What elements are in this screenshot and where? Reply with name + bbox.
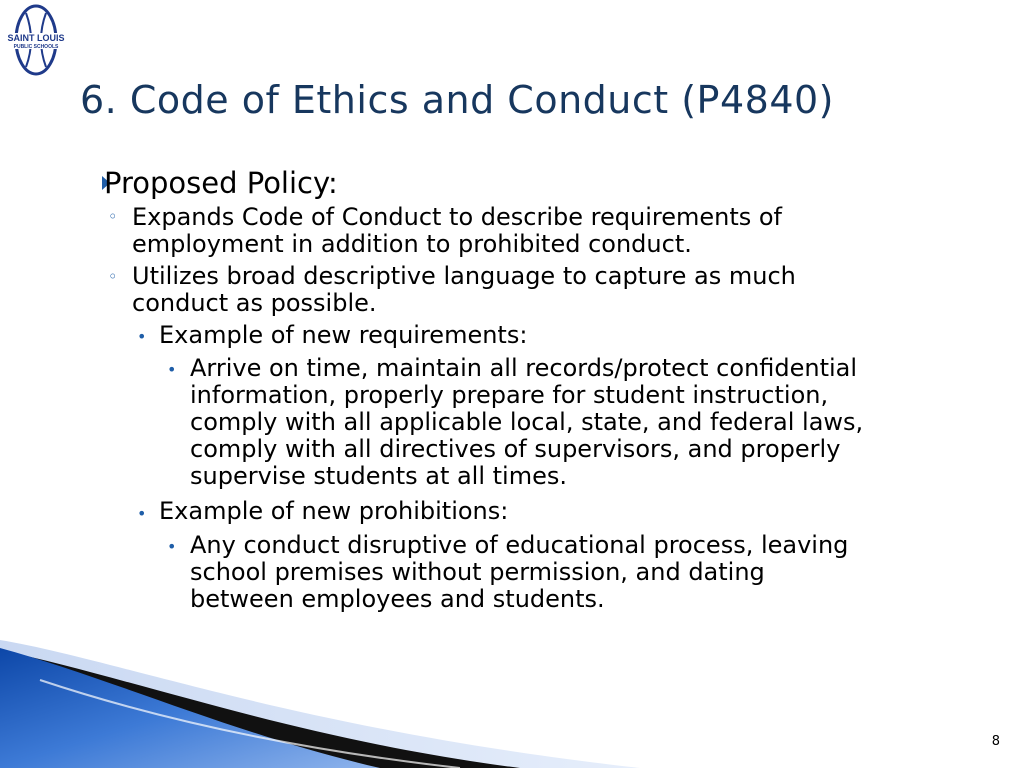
- bullet-line: Expands Code of Conduct to describe requirements of: [132, 203, 782, 231]
- bullet-line: supervise students at all times.: [190, 462, 568, 490]
- bullet-level3-item: Example of new requirements:: [159, 321, 528, 349]
- bullet-line: information, properly prepare for student instruction,: [190, 381, 829, 409]
- dot-bullet-icon: •: [167, 360, 177, 379]
- logo-text-sub: PUBLIC SCHOOLS: [13, 44, 59, 50]
- circle-bullet-icon: ◦: [108, 267, 118, 286]
- bullet-line: Utilizes broad descriptive language to capture as much: [132, 262, 796, 290]
- dot-bullet-icon: •: [167, 537, 177, 556]
- circle-bullet-icon: ◦: [108, 207, 118, 226]
- bullet-line: Any conduct disruptive of educational process, leaving: [190, 531, 849, 559]
- decorative-swoosh: [0, 640, 1024, 768]
- page-number: 8: [991, 734, 1000, 749]
- bullet-line: between employees and students.: [190, 585, 605, 613]
- dot-bullet-icon: •: [137, 327, 147, 346]
- bullet-line: comply with all directives of supervisors, and properly: [190, 435, 841, 463]
- logo-text-main: SAINT LOUIS: [7, 33, 65, 43]
- bullet-level4-item: [190, 355, 863, 490]
- bullet-level2-item: [132, 263, 796, 317]
- bullet-line: school premises without permission, and dating: [190, 558, 765, 586]
- bullet-level1: Proposed Policy:: [104, 166, 338, 200]
- bullet-level3-item: Example of new prohibitions:: [159, 497, 509, 525]
- bullet-line: employment in addition to prohibited conduct.: [132, 230, 692, 258]
- bullet-line: Arrive on time, maintain all records/protect confidential: [190, 354, 858, 382]
- bullet-level2-item: [132, 204, 782, 258]
- bullet-line: conduct as possible.: [132, 289, 377, 317]
- saint-louis-public-schools-logo: [4, 3, 68, 77]
- dot-bullet-icon: •: [137, 504, 147, 523]
- bullet-level4-item: [190, 532, 848, 613]
- slide-title: 6. Code of Ethics and Conduct (P4840): [80, 78, 835, 122]
- bullet-line: comply with all applicable local, state, and federal laws,: [190, 408, 864, 436]
